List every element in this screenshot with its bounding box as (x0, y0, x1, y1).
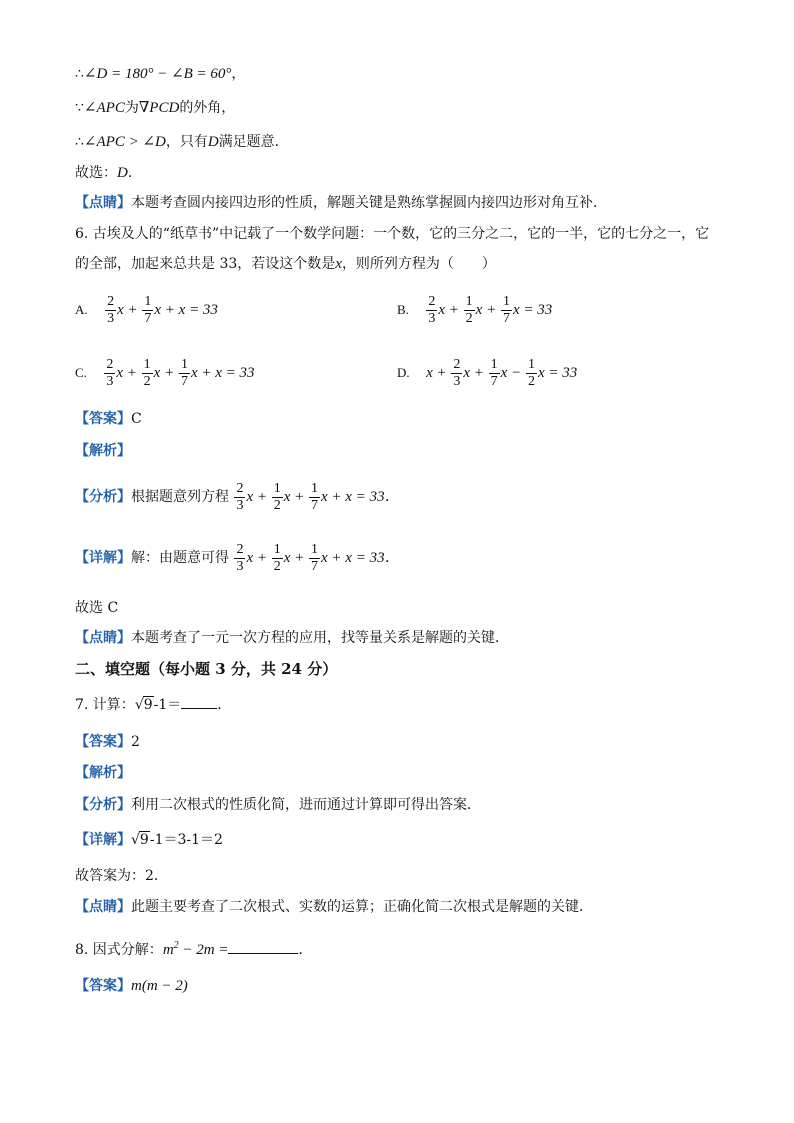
denominator: 7 (180, 374, 188, 390)
numerator: 1 (180, 357, 188, 373)
comment-text: 本题考查圆内接四边形的性质，解题关键是熟练掌握圆内接四边形对角互补． (131, 195, 607, 211)
answer-value: m(m − 2) (131, 978, 188, 994)
fraction (142, 358, 153, 389)
equation-rest: = 33 (548, 365, 578, 381)
denominator: 7 (502, 311, 510, 327)
q7-stem (75, 695, 231, 715)
comment-text: 此题主要考查了二次根式、实数的运算；正确化简二次根式是解题的关键． (131, 899, 593, 915)
text: -1＝ (153, 697, 182, 713)
text: ． (298, 942, 313, 958)
equation-rest: = 33 (523, 302, 553, 318)
text: 故选： (75, 165, 117, 181)
numerator: 2 (453, 357, 461, 373)
text: ． (384, 489, 400, 505)
angle-equation: ∠D = 180° − ∠B = 60° (83, 66, 232, 82)
equation-rest: x + x = 33 (321, 489, 385, 505)
fraction (105, 295, 116, 326)
denominator: 2 (527, 374, 535, 390)
denominator: 2 (465, 311, 473, 327)
variable-x: x (335, 256, 342, 272)
q6-choice: 故选 C (75, 600, 119, 616)
fraction (309, 482, 320, 513)
fraction (309, 543, 320, 574)
denominator: 2 (273, 559, 281, 575)
radicand: 9 (139, 832, 149, 848)
option-label: C. (75, 365, 87, 380)
numerator: 1 (490, 357, 498, 373)
text: ． (127, 165, 142, 181)
fraction (272, 482, 283, 513)
q7-answer (75, 732, 140, 752)
equation-rest: x + x = 33 (154, 302, 218, 318)
punct: ， (231, 66, 246, 82)
option-b-equation: $\frac{2}{3}$ x + $\frac{1}{2}$ x + $\frac{1}{7}$ x = 33 (428, 294, 553, 327)
option-label: D. (397, 365, 410, 380)
prev-line-1 (75, 64, 245, 84)
detail-text: 解：由题意可得 (131, 550, 229, 566)
prev-choice (75, 163, 142, 183)
option-label: B. (397, 302, 409, 317)
denominator: 2 (273, 498, 281, 514)
fraction (451, 358, 462, 389)
comment-tag: 【点睛】 (75, 195, 131, 211)
q7-analysis (75, 763, 131, 783)
numerator: 2 (107, 294, 115, 310)
fraction (426, 295, 437, 326)
denominator: 3 (236, 498, 244, 514)
angle-inequality: ∠APC > ∠D (83, 134, 166, 150)
text: ． (217, 697, 232, 713)
prev-comment (75, 193, 607, 213)
q6-fenxi (75, 480, 400, 514)
fraction (501, 295, 512, 326)
q6-option-c (75, 356, 255, 390)
numerator: 1 (502, 294, 510, 310)
q6-detail (75, 541, 400, 575)
analysis-tag: 【解析】 (75, 443, 131, 459)
q7-comment (75, 897, 593, 917)
q6-analysis (75, 441, 131, 461)
text: 的外角， (179, 100, 236, 116)
analysis-tag: 【解析】 (75, 765, 131, 781)
option-c-equation: $\frac{2}{3}$ x + $\frac{1}{2}$ x + $\frac{1}{7}$ x + x = 33 (106, 357, 255, 390)
numerator: 1 (311, 542, 319, 558)
q8-stem (75, 936, 312, 960)
fenxi-tag: 【分析】 (75, 797, 131, 813)
answer-blank (228, 953, 298, 954)
answer-tag: 【答案】 (75, 978, 131, 994)
text: 8. 因式分解： (75, 942, 163, 958)
q6-option-b (397, 293, 552, 327)
equation-rest: x + x = 33 (321, 550, 385, 566)
sqrt-expression: √9 (134, 697, 153, 713)
prev-line-2 (75, 98, 235, 118)
fraction (234, 543, 245, 574)
fraction (179, 358, 190, 389)
detail-tag: 【详解】 (75, 550, 131, 566)
q8-expression (163, 942, 229, 958)
q6-option-d (397, 356, 577, 390)
therefore-symbol: ∴ (75, 66, 84, 82)
q7-fenxi (75, 795, 481, 815)
q8-answer (75, 976, 188, 996)
fenxi-tag: 【分析】 (75, 489, 131, 505)
q7-result: 故答案为：2． (75, 868, 168, 884)
answer-blank (181, 708, 217, 709)
equation-rest: x + x = 33 (190, 365, 255, 381)
section-heading: 二、填空题（每小题 3 分，共 24 分） (75, 660, 338, 678)
fraction (104, 358, 115, 389)
fenxi-equation: $\frac{2}{3}$ x + $\frac{1}{2}$ x + $\frac{1}{7}$ x + x = 33． (236, 481, 400, 514)
numerator: 2 (106, 357, 114, 373)
detail-tag: 【详解】 (75, 832, 131, 848)
angle-apc: ∠APC (83, 100, 125, 116)
fraction (489, 358, 500, 389)
text: 满足题意． (218, 134, 289, 150)
text: -1＝3-1＝2 (149, 832, 223, 848)
denominator: 7 (311, 559, 319, 575)
option-d-equation: x + $\frac{2}{3}$ x + $\frac{1}{7}$ x − $\frac{1}{2}$ x = 33 (426, 357, 578, 390)
numerator: 1 (273, 481, 281, 497)
option-label: A. (75, 302, 88, 317)
denominator: 7 (490, 374, 498, 390)
triangle-pcd: ∇PCD (138, 100, 180, 116)
numerator: 1 (143, 357, 151, 373)
numerator: 1 (465, 294, 473, 310)
numerator: 1 (527, 357, 535, 373)
numerator: 1 (311, 481, 319, 497)
answer-value: 2 (131, 734, 140, 750)
answer-value: C (131, 411, 142, 427)
sqrt-expression: √9 (131, 832, 149, 848)
fraction (526, 358, 537, 389)
text: ，只有 (165, 134, 208, 150)
expression-rest: − 2m = (178, 942, 229, 958)
denominator: 3 (107, 311, 115, 327)
text: ，则所列方程为（ ） (341, 256, 496, 272)
answer-tag: 【答案】 (75, 734, 131, 750)
denominator: 3 (453, 374, 461, 390)
numerator: 1 (144, 294, 152, 310)
comment-tag: 【点睛】 (75, 899, 131, 915)
comment-text: 本题考查了一元一次方程的应用，找等量关系是解题的关键． (131, 630, 509, 646)
text: 的全部，加起来总共是 33，若设这个数是 (75, 256, 336, 272)
therefore-symbol: ∴ (75, 134, 84, 150)
prev-line-3 (75, 132, 289, 152)
q6-stem-line-2 (75, 254, 496, 274)
fraction (464, 295, 475, 326)
option-a-equation: $\frac{2}{3}$ x + $\frac{1}{7}$ x + x = 33 (107, 294, 218, 327)
numerator: 2 (428, 294, 436, 310)
denominator: 3 (428, 311, 436, 327)
fenxi-text: 根据题意列方程 (131, 489, 229, 505)
numerator: 1 (273, 542, 281, 558)
denominator: 3 (106, 374, 114, 390)
fraction (234, 482, 245, 513)
answer-tag: 【答案】 (75, 411, 131, 427)
denominator: 3 (236, 559, 244, 575)
denominator: 2 (143, 374, 151, 390)
option-d: D (207, 134, 219, 150)
denominator: 7 (144, 311, 152, 327)
q6-answer (75, 409, 142, 429)
fenxi-text: 利用二次根式的性质化简，进而通过计算即可得出答案． (131, 797, 481, 813)
radicand: 9 (143, 697, 153, 713)
fraction (272, 543, 283, 574)
comment-tag: 【点睛】 (75, 630, 131, 646)
numerator: 2 (236, 542, 244, 558)
choice-value: D (117, 165, 128, 181)
q7-detail (75, 830, 223, 850)
text: 为 (124, 100, 139, 116)
q6-option-a (75, 293, 218, 327)
because-symbol: ∵ (75, 100, 84, 116)
text: ． (384, 550, 400, 566)
detail-equation: $\frac{2}{3}$ x + $\frac{1}{2}$ x + $\frac{1}{7}$ x + x = 33． (236, 542, 400, 575)
q6-stem-line-1: 6. 古埃及人的“纸草书”中记载了一个数学问题：一个数，它的三分之二，它的一半，它的七分之一，它 (75, 226, 710, 242)
denominator: 7 (311, 498, 319, 514)
numerator: 2 (236, 481, 244, 497)
variable-m: m (162, 942, 174, 958)
q6-comment (75, 628, 509, 648)
fraction (142, 295, 153, 326)
exponent: 2 (173, 940, 179, 951)
text: 7. 计算： (75, 697, 135, 713)
